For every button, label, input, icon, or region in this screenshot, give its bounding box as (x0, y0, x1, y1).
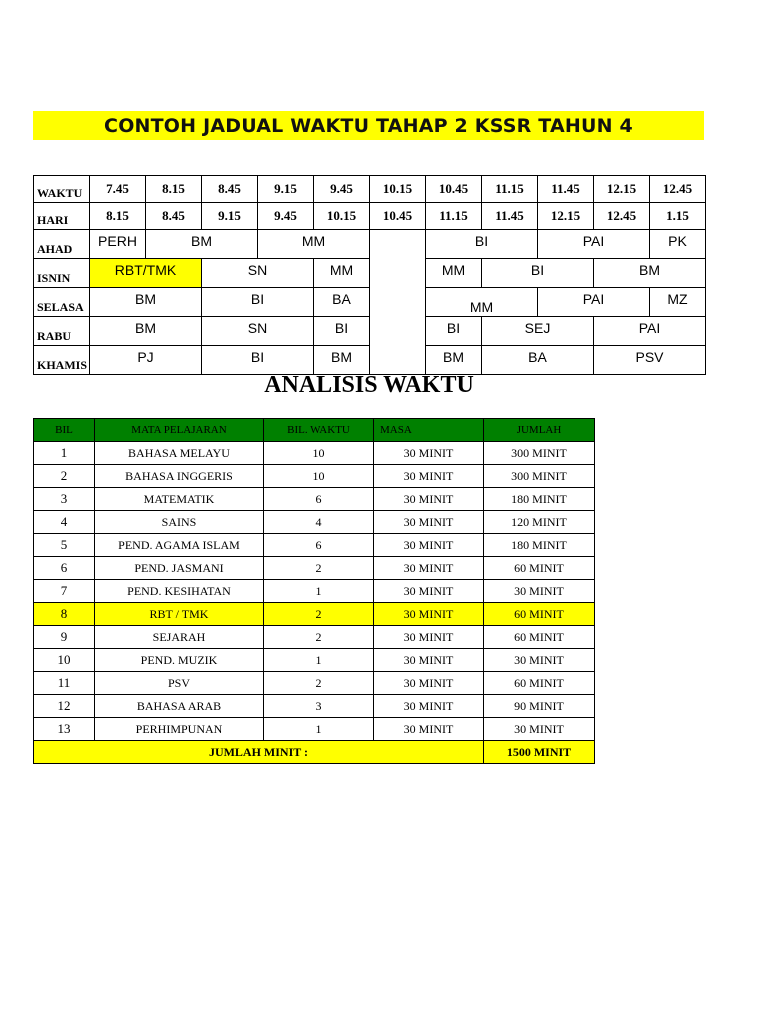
row-masa: 30 MINIT (374, 672, 484, 695)
subject-cell: PSV (594, 346, 706, 375)
subject-cell: PK (650, 230, 706, 259)
title-banner (33, 111, 704, 140)
row-count: 10 (264, 442, 374, 465)
end-time: 11.15 (426, 203, 482, 230)
row-total: 30 MINIT (484, 580, 595, 603)
end-time: 11.45 (482, 203, 538, 230)
row-subject: PEND. MUZIK (95, 649, 264, 672)
row-subject: PERHIMPUNAN (95, 718, 264, 741)
row-total: 180 MINIT (484, 534, 595, 557)
day-name: AHAD (34, 230, 90, 259)
row-count: 1 (264, 718, 374, 741)
analysis-row (34, 534, 595, 557)
row-total: 300 MINIT (484, 442, 595, 465)
subject-cell: BM (90, 288, 202, 317)
analysis-heading: ANALISIS WAKTU (264, 372, 474, 398)
row-count: 2 (264, 626, 374, 649)
row-bil: 3 (34, 488, 95, 511)
end-time: 9.15 (202, 203, 258, 230)
row-total: 60 MINIT (484, 557, 595, 580)
total-label: JUMLAH MINIT : (34, 741, 484, 764)
subject-cell: SN (202, 259, 314, 288)
row-subject: SAINS (95, 511, 264, 534)
analysis-row (34, 672, 595, 695)
row-count: 1 (264, 649, 374, 672)
start-time: 12.15 (594, 176, 650, 203)
header-subject: MATA PELAJARAN (95, 419, 264, 442)
row-masa: 30 MINIT (374, 557, 484, 580)
subject-cell: BI (426, 230, 538, 259)
subject-cell: SEJ (482, 317, 594, 346)
total-row (34, 741, 595, 764)
recess-block (370, 230, 426, 375)
row-subject: PEND. JASMANI (95, 557, 264, 580)
start-time: 11.45 (538, 176, 594, 203)
start-time: 8.15 (146, 176, 202, 203)
day-name: ISNIN (34, 259, 90, 288)
row-bil: 1 (34, 442, 95, 465)
subject-cell: BM (146, 230, 258, 259)
subject-cell: BI (202, 346, 314, 375)
row-count: 3 (264, 695, 374, 718)
row-count: 4 (264, 511, 374, 534)
start-time: 8.45 (202, 176, 258, 203)
row-subject: BAHASA MELAYU (95, 442, 264, 465)
row-total: 60 MINIT (484, 603, 595, 626)
row-masa: 30 MINIT (374, 511, 484, 534)
row-count: 1 (264, 580, 374, 603)
header-total: JUMLAH (484, 419, 595, 442)
end-time: 8.15 (90, 203, 146, 230)
subject-cell: BI (482, 259, 594, 288)
row-total: 180 MINIT (484, 488, 595, 511)
row-bil: 9 (34, 626, 95, 649)
day-row-ahad (34, 230, 706, 259)
row-masa: 30 MINIT (374, 442, 484, 465)
row-masa: 30 MINIT (374, 603, 484, 626)
start-time: 7.45 (90, 176, 146, 203)
start-time: 9.45 (314, 176, 370, 203)
subject-cell: PAI (538, 288, 650, 317)
analysis-row (34, 465, 595, 488)
analysis-row (34, 649, 595, 672)
subject-cell: BA (482, 346, 594, 375)
row-subject: MATEMATIK (95, 488, 264, 511)
row-masa: 30 MINIT (374, 718, 484, 741)
subject-cell: PJ (90, 346, 202, 375)
header-masa: MASA (374, 419, 484, 442)
analysis-row (34, 718, 595, 741)
waktu-label: WAKTU (34, 176, 90, 203)
row-bil: 4 (34, 511, 95, 534)
start-time: 9.15 (258, 176, 314, 203)
subject-cell: BM (314, 346, 370, 375)
row-subject: BAHASA INGGERIS (95, 465, 264, 488)
row-subject: PEND. KESIHATAN (95, 580, 264, 603)
subject-cell: MM (314, 259, 370, 288)
analysis-table (33, 418, 595, 764)
subject-cell: BM (426, 346, 482, 375)
subject-cell: BI (314, 317, 370, 346)
row-bil: 7 (34, 580, 95, 603)
end-time: 10.15 (314, 203, 370, 230)
end-time: 12.45 (594, 203, 650, 230)
end-time: 1.15 (650, 203, 706, 230)
subject-cell: BM (90, 317, 202, 346)
row-total: 120 MINIT (484, 511, 595, 534)
row-count: 6 (264, 488, 374, 511)
row-count: 10 (264, 465, 374, 488)
subject-cell: PERH (90, 230, 146, 259)
row-masa: 30 MINIT (374, 465, 484, 488)
row-subject: SEJARAH (95, 626, 264, 649)
row-masa: 30 MINIT (374, 626, 484, 649)
analysis-row (34, 557, 595, 580)
day-name: KHAMIS (34, 346, 90, 375)
analysis-row (34, 488, 595, 511)
row-total: 90 MINIT (484, 695, 595, 718)
row-masa: 30 MINIT (374, 488, 484, 511)
analysis-header-row (34, 419, 595, 442)
subject-cell: RBT/TMK (90, 259, 202, 288)
timetable-row-start (34, 176, 706, 203)
subject-cell: BM (594, 259, 706, 288)
row-masa: 30 MINIT (374, 649, 484, 672)
analysis-row (34, 603, 595, 626)
subject-cell: BI (426, 317, 482, 346)
analysis-row (34, 626, 595, 649)
row-masa: 30 MINIT (374, 695, 484, 718)
subject-cell: MM (426, 259, 482, 288)
row-count: 2 (264, 603, 374, 626)
timetable (33, 175, 706, 375)
subject-cell: SN (202, 317, 314, 346)
end-time: 9.45 (258, 203, 314, 230)
end-time: 10.45 (370, 203, 426, 230)
row-total: 60 MINIT (484, 626, 595, 649)
day-name: RABU (34, 317, 90, 346)
subject-cell: MZ (650, 288, 706, 317)
row-total: 60 MINIT (484, 672, 595, 695)
start-time: 10.15 (370, 176, 426, 203)
start-time: 12.45 (650, 176, 706, 203)
subject-cell: PAI (538, 230, 650, 259)
end-time: 12.15 (538, 203, 594, 230)
row-bil: 13 (34, 718, 95, 741)
timetable-row-end (34, 203, 706, 230)
row-bil: 12 (34, 695, 95, 718)
row-subject: PEND. AGAMA ISLAM (95, 534, 264, 557)
header-count: BIL. WAKTU (264, 419, 374, 442)
row-total: 300 MINIT (484, 465, 595, 488)
subject-cell: BA (314, 288, 370, 317)
end-time: 8.45 (146, 203, 202, 230)
row-masa: 30 MINIT (374, 580, 484, 603)
total-value: 1500 MINIT (484, 741, 595, 764)
header-bil: BIL (34, 419, 95, 442)
row-subject: RBT / TMK (95, 603, 264, 626)
row-total: 30 MINIT (484, 718, 595, 741)
analysis-row (34, 580, 595, 603)
day-name: SELASA (34, 288, 90, 317)
row-bil: 10 (34, 649, 95, 672)
hari-label: HARI (34, 203, 90, 230)
row-bil: 6 (34, 557, 95, 580)
row-subject: PSV (95, 672, 264, 695)
subject-cell: PAI (594, 317, 706, 346)
row-bil: 5 (34, 534, 95, 557)
analysis-row (34, 442, 595, 465)
analysis-row (34, 511, 595, 534)
subject-cell: MM (258, 230, 370, 259)
row-bil: 8 (34, 603, 95, 626)
row-bil: 11 (34, 672, 95, 695)
row-count: 6 (264, 534, 374, 557)
analysis-row (34, 695, 595, 718)
row-count: 2 (264, 557, 374, 580)
start-time: 11.15 (482, 176, 538, 203)
row-total: 30 MINIT (484, 649, 595, 672)
page-title: CONTOH JADUAL WAKTU TAHAP 2 KSSR TAHUN 4 (104, 114, 633, 137)
row-subject: BAHASA ARAB (95, 695, 264, 718)
subject-cell: MM (426, 288, 538, 317)
row-bil: 2 (34, 465, 95, 488)
row-masa: 30 MINIT (374, 534, 484, 557)
row-count: 2 (264, 672, 374, 695)
start-time: 10.45 (426, 176, 482, 203)
subject-cell: BI (202, 288, 314, 317)
